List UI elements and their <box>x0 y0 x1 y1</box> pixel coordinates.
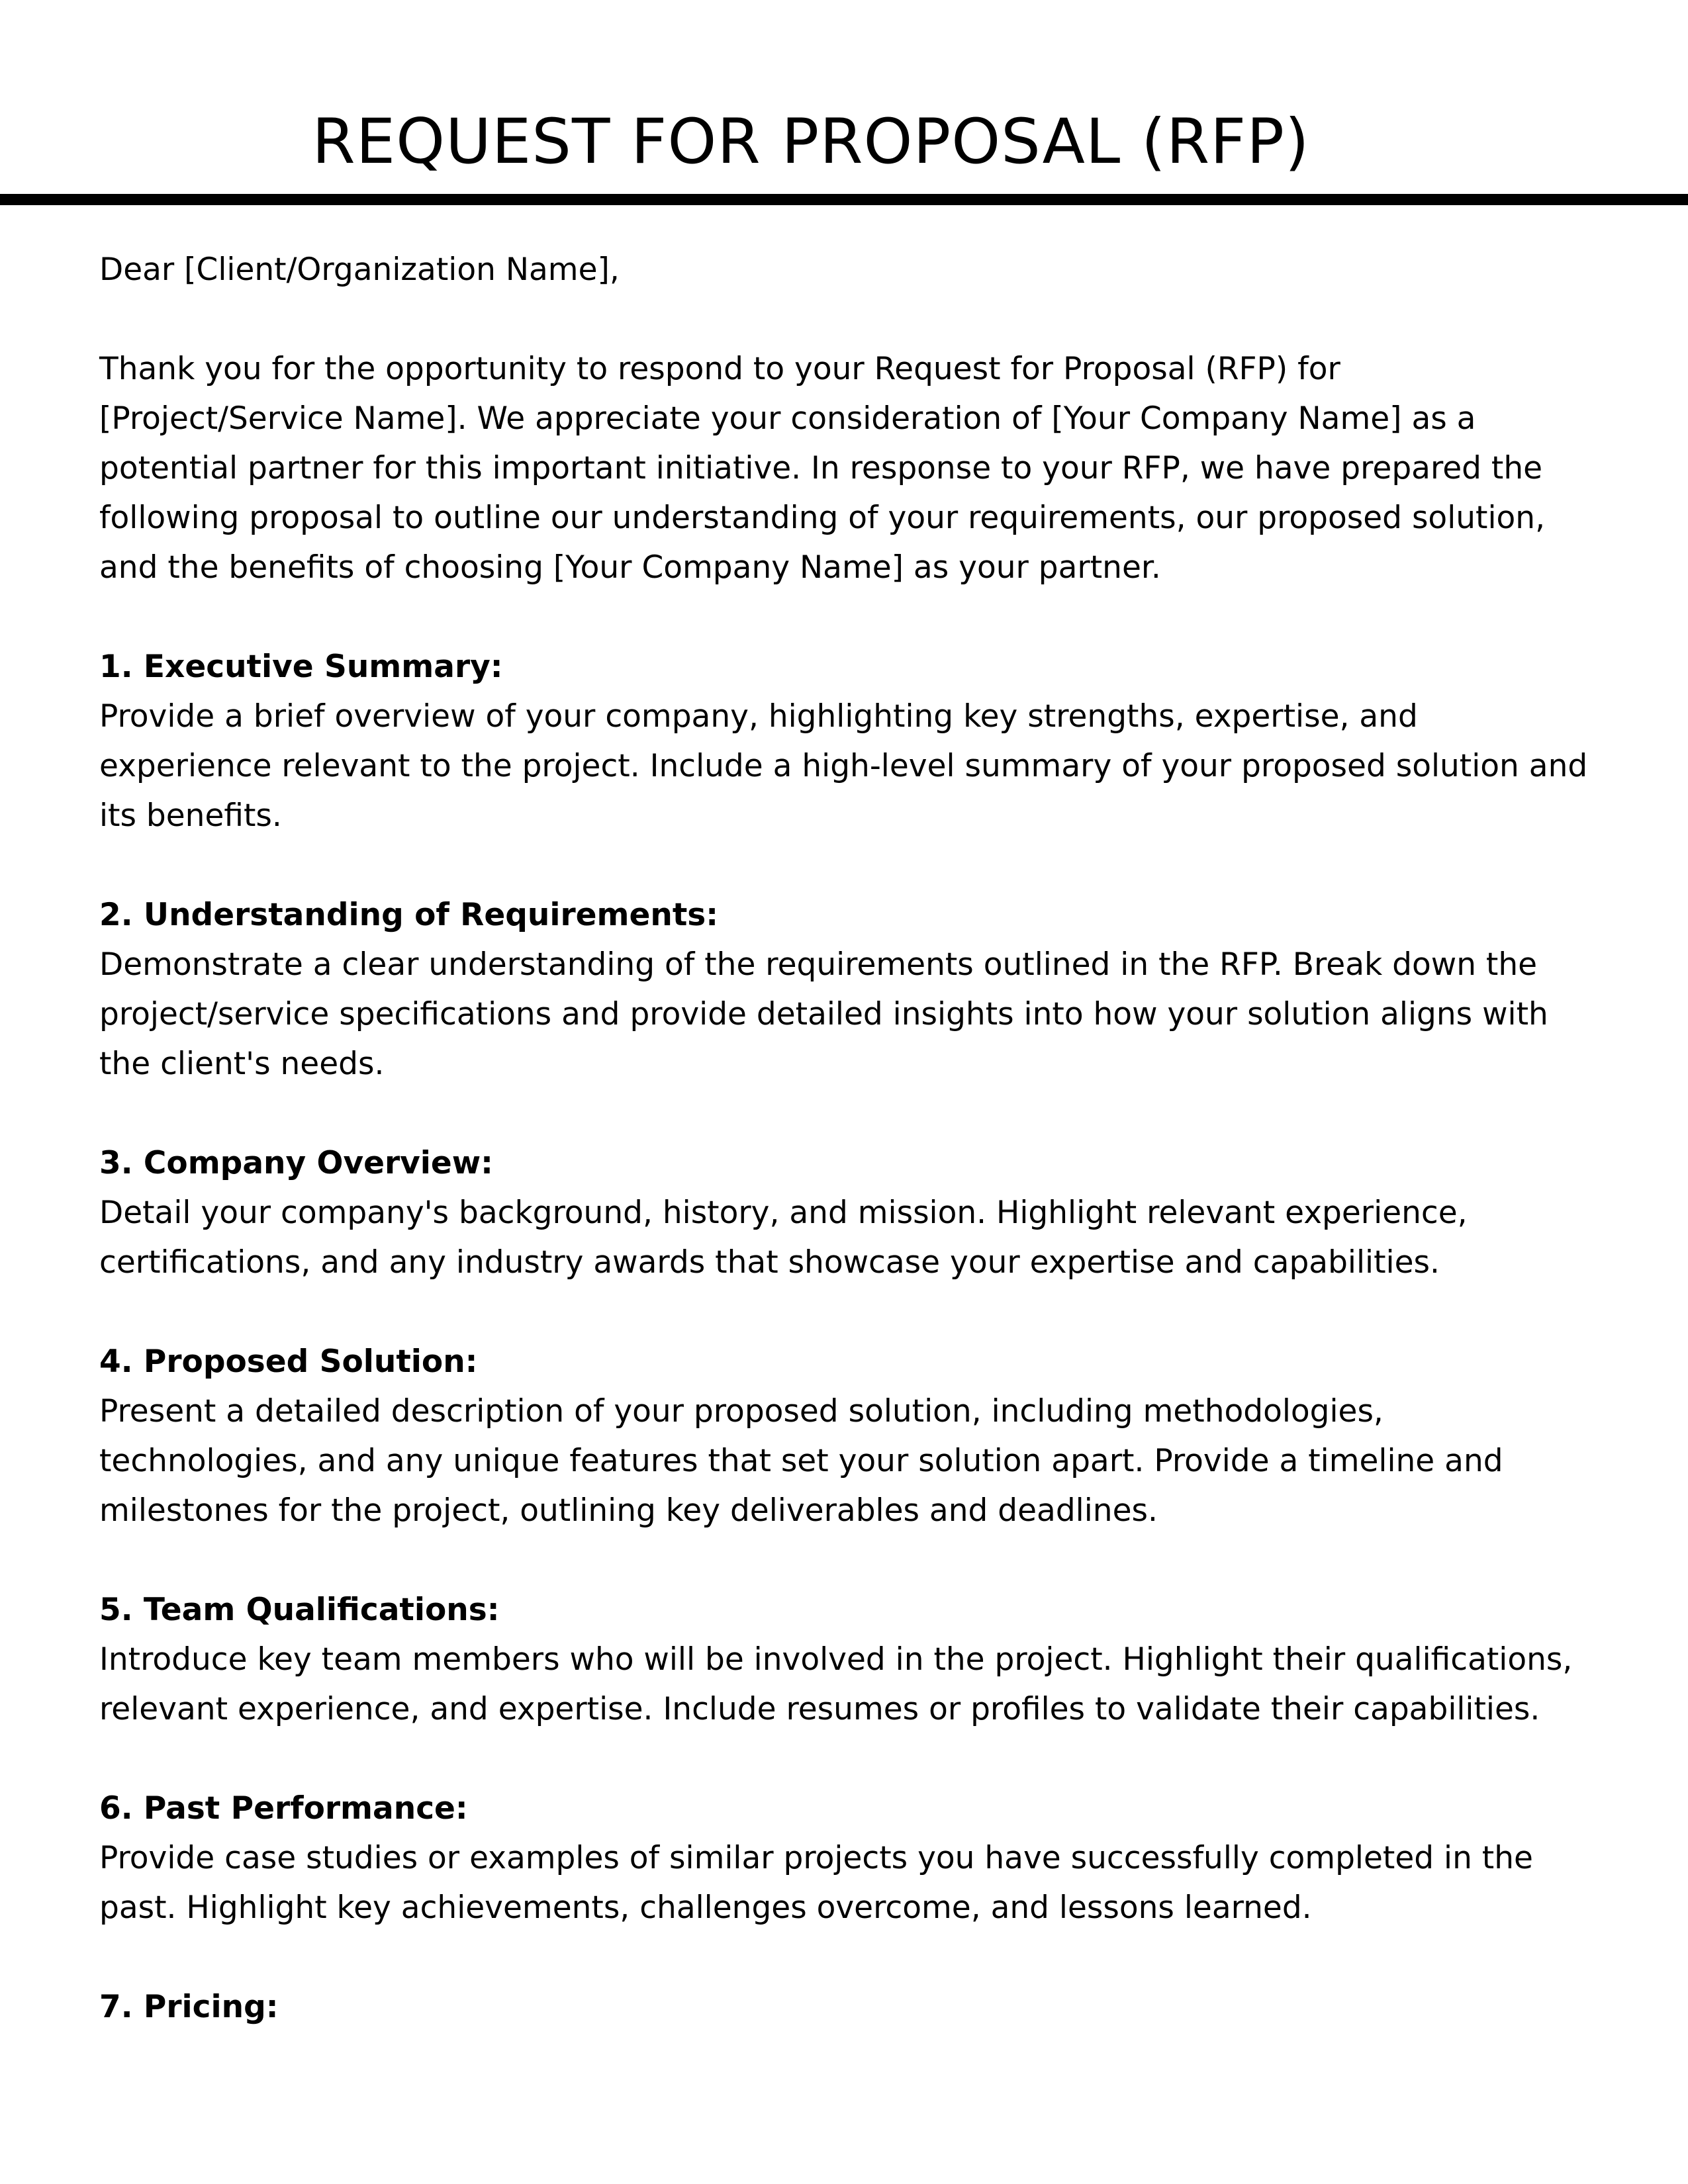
title-divider <box>0 194 1688 205</box>
page-title: REQUEST FOR PROPOSAL (RFP) <box>312 106 1310 178</box>
section-pricing <box>99 1982 1589 2032</box>
section-executive-summary <box>99 642 1589 841</box>
section-heading: 4. Proposed Solution: <box>99 1343 478 1380</box>
section-body: Demonstrate a clear understanding of the requirements outlined in the RFP. Break down the project/service specifications and provide detailed insights into how your solution aligns with the client's needs. <box>99 946 1548 1082</box>
section-team-qualifications <box>99 1585 1589 1734</box>
section-body: Introduce key team members who will be involved in the project. Highlight their qualifications, relevant experience, and expertise. Include resumes or profiles to validate their capabilities. <box>99 1641 1573 1727</box>
section-heading: 6. Past Performance: <box>99 1790 468 1827</box>
intro-paragraph: Thank you for the opportunity to respond to your Request for Proposal (RFP) for [Project/Service Name]. We appreciate your consideration of [Your Company Name] as a potential partner for this important initiative. In response to your RFP, we have prepared the following proposal to outline our understanding of your requirements, our proposed solution, and the benefits of choosing [Your Company Name] as your partner. <box>99 351 1546 586</box>
section-heading: 7. Pricing: <box>99 1989 279 2025</box>
section-body: Present a detailed description of your proposed solution, including methodologies, technologies, and any unique features that set your solution apart. Provide a timeline and milestones for the project, outlining key deliverables and deadlines. <box>99 1393 1503 1529</box>
section-understanding-of-requirements <box>99 890 1589 1089</box>
section-past-performance <box>99 1784 1589 1933</box>
section-body: Provide a brief overview of your company, highlighting key strengths, expertise, and experience relevant to the project. Include a high-level summary of your proposed solution and its benefits. <box>99 698 1588 834</box>
section-heading: 3. Company Overview: <box>99 1145 493 1181</box>
document-body <box>99 245 1589 2081</box>
section-body: Provide case studies or examples of similar projects you have successfully completed in the past. Highlight key achievements, challenges overcome, and lessons learned. <box>99 1840 1533 1926</box>
section-body: Detail your company's background, history, and mission. Highlight relevant experience, certifications, and any industry awards that showcase your expertise and capabilities. <box>99 1195 1468 1281</box>
section-heading: 5. Team Qualifications: <box>99 1592 500 1628</box>
section-company-overview <box>99 1138 1589 1287</box>
section-heading: 1. Executive Summary: <box>99 649 503 685</box>
section-heading: 2. Understanding of Requirements: <box>99 897 719 933</box>
section-proposed-solution <box>99 1337 1589 1535</box>
greeting: Dear [Client/Organization Name], <box>99 251 620 288</box>
